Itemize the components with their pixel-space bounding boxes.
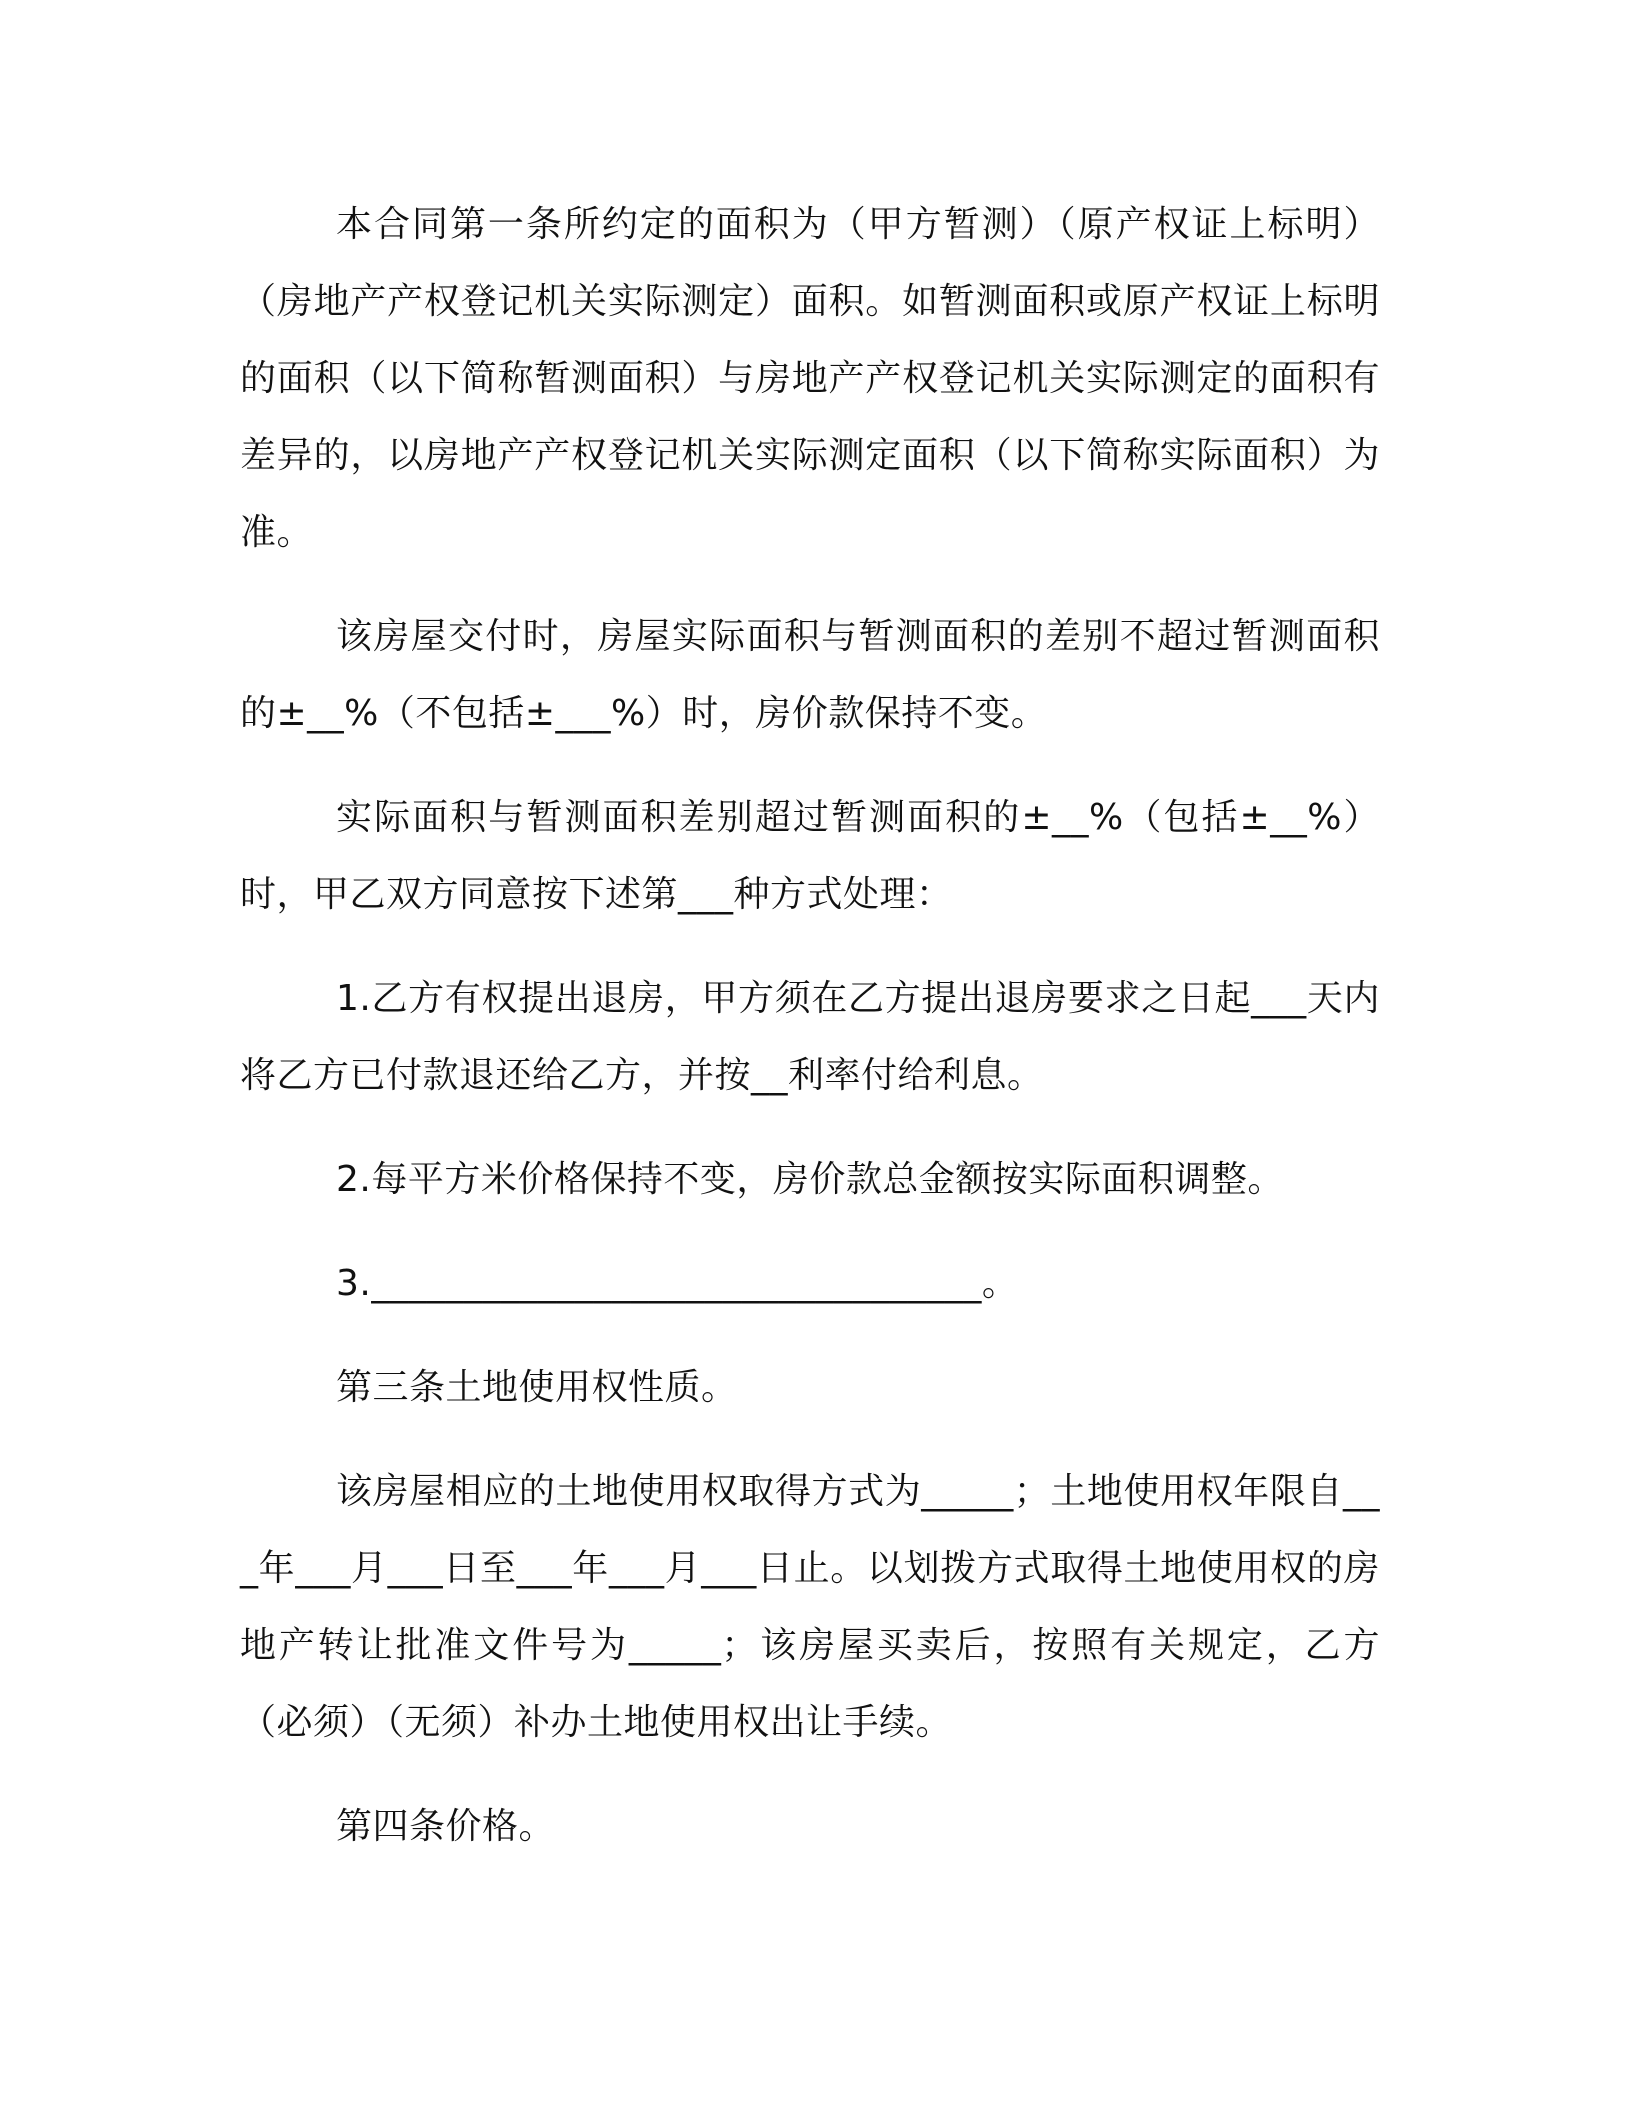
paragraph-area-excess: 实际面积与暂测面积差别超过暂测面积的±__%（包括±__%）时，甲乙双方同意按下述第___种方式处理： bbox=[240, 797, 1380, 915]
document-body bbox=[240, 186, 1380, 1865]
list-item-option-1: 1.乙方有权提出退房，甲方须在乙方提出退房要求之日起___天内将乙方已付款退还给乙方，并按__利率付给利息。 bbox=[240, 978, 1380, 1096]
paragraph-area-tolerance: 该房屋交付时，房屋实际面积与暂测面积的差别不超过暂测面积的±__%（不包括±___%）时，房价款保持不变。 bbox=[240, 616, 1380, 734]
list-item-option-2: 2.每平方米价格保持不变，房价款总金额按实际面积调整。 bbox=[336, 1159, 1284, 1200]
paragraph-land-use-right: 该房屋相应的土地使用权取得方式为_____；土地使用权年限自___年___月___日至___年___月___日止。以划拨方式取得土地使用权的房地产转让批准文件号为_____；该房屋买卖后，按照有关规定，乙方（必须）（无须）补办土地使用权出让手续。 bbox=[240, 1471, 1380, 1743]
section-heading-article-3: 第三条土地使用权性质。 bbox=[336, 1367, 738, 1408]
list-item-option-3: 3._________________________________。 bbox=[336, 1263, 1019, 1304]
paragraph-area-definition: 本合同第一条所约定的面积为（甲方暂测）（原产权证上标明）（房地产产权登记机关实际测定）面积。如暂测面积或原产权证上标明的面积（以下简称暂测面积）与房地产产权登记机关实际测定的面积有差异的，以房地产产权登记机关实际测定面积（以下简称实际面积）为准。 bbox=[240, 204, 1380, 553]
section-heading-article-4: 第四条价格。 bbox=[336, 1806, 556, 1847]
